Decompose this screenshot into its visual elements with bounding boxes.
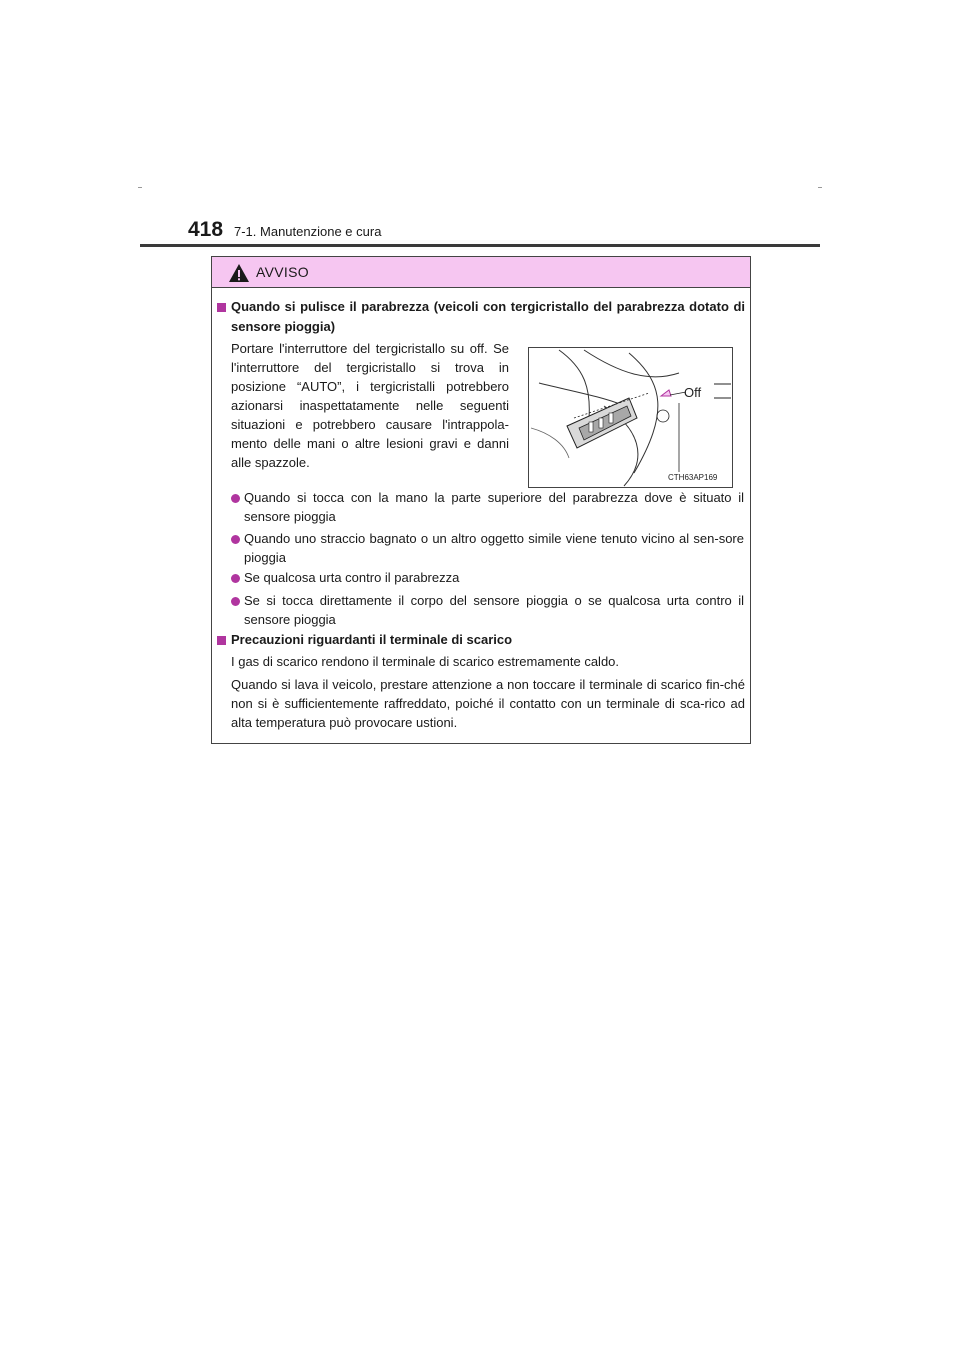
crop-mark-right [818, 187, 822, 188]
crop-mark-left [138, 187, 142, 188]
warning-triangle-icon [228, 263, 250, 283]
intro-paragraph: Portare l'interruttore del tergicristallo su off. Se l'interruttore del tergicristallo si trova in posizione “AUTO”, i tergicristalli potrebbero azionarsi inaspettatamente nelle seguenti situazioni e potrebbero causare l'intrappola-mento delle mani o altre lesioni gravi e danni alle spazzole. [231, 341, 509, 470]
figure-code: CTH63AP169 [668, 473, 718, 482]
bullet-item: Se si tocca direttamente il corpo del sensore pioggia o se qualcosa urta contro il sensore pioggia [244, 593, 744, 627]
header-rule [140, 244, 820, 247]
page-number: 418 [188, 218, 224, 241]
section-title: 7-1. Manutenzione e cura [234, 224, 382, 239]
exhaust-paragraph: I gas di scarico rendono il terminale di scarico estremamente caldo. [231, 654, 620, 669]
bullet-item: Quando uno straccio bagnato o un altro oggetto simile viene tenuto vicino al sen-sore pioggia [244, 531, 744, 565]
circle-bullet [231, 535, 240, 544]
circle-bullet [231, 574, 240, 583]
section-heading-windshield: Quando si pulisce il parabrezza (veicoli con tergicristallo del parabrezza dotato di sensore pioggia) [231, 299, 745, 334]
bullet-item: Se qualcosa urta contro il parabrezza [244, 570, 460, 585]
circle-bullet [231, 494, 240, 503]
page-header [188, 218, 223, 242]
square-bullet [217, 303, 226, 312]
circle-bullet [231, 597, 240, 606]
square-bullet [217, 636, 226, 645]
section-heading-exhaust: Precauzioni riguardanti il terminale di scarico [231, 632, 513, 647]
warning-header [212, 257, 750, 288]
figure-callout-off: Off [684, 385, 702, 400]
exhaust-paragraph: Quando si lava il veicolo, prestare attenzione a non toccare il terminale di scarico fin-ché non si è sufficientemente raffreddato, poiché il contatto con un terminale di sca-rico ad alta temperatura può provocare ustioni. [231, 677, 745, 730]
warning-box [211, 256, 751, 744]
wiper-lever-illustration [529, 348, 732, 487]
wiper-switch-figure [528, 347, 733, 488]
warning-label: AVVISO [256, 264, 309, 280]
bullet-item: Quando si tocca con la mano la parte superiore del parabrezza dove è situato il sensore pioggia [244, 490, 744, 524]
